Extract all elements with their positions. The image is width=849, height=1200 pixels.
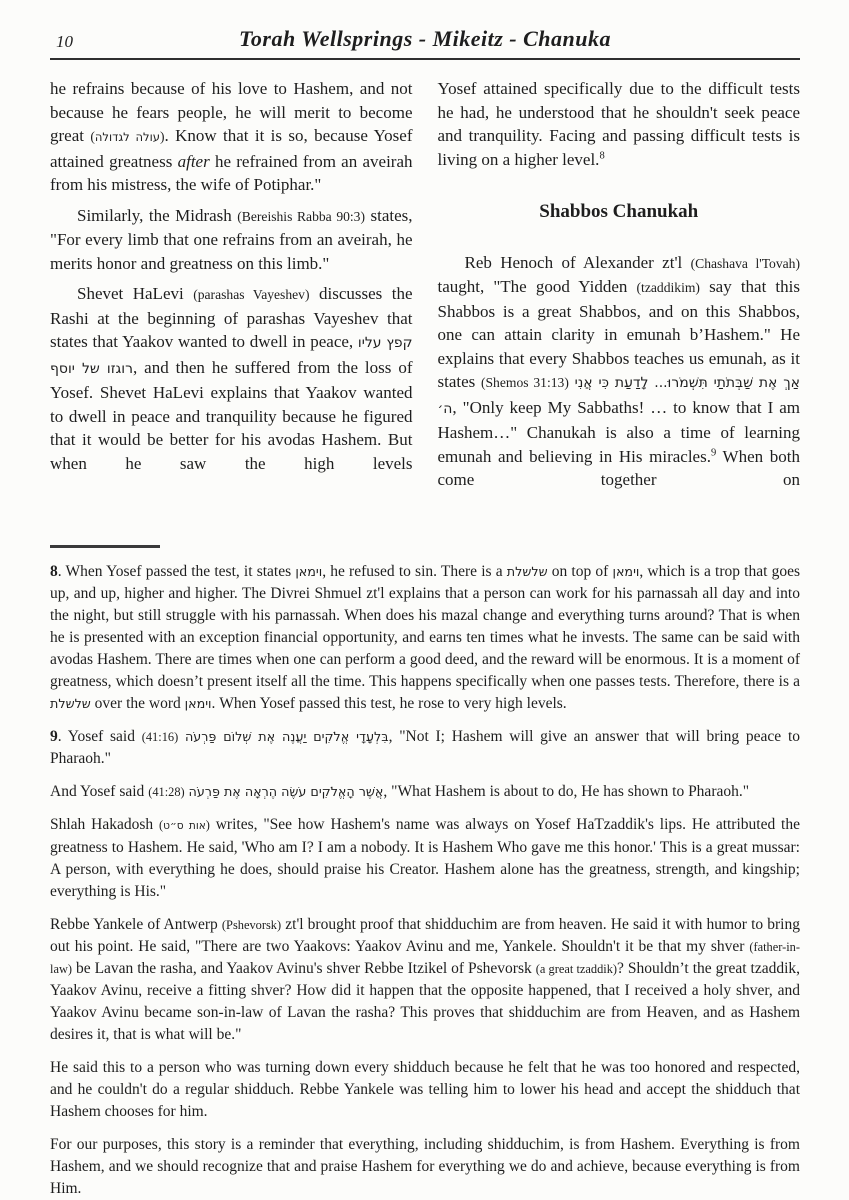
footnote-paragraph: 9. Yosef said (41:16) בִּלְעָדָי אֱלֹקִים יַעֲנֶה אֶת שְׁלוֹם פַּרְעֹה, "Not I; Hashem will give an answer that will bring peace to Pharaoh." bbox=[50, 728, 800, 767]
section-heading: Shabbos Chanukah bbox=[539, 201, 699, 222]
paragraph: Yosef attained specifically due to the difficult tests he had, he understood that he shouldn't seek peace and tranquility. Facing and passing difficult tests is living on a higher level.$^8$ bbox=[437, 79, 800, 169]
paragraph: Similarly, the Midrash (Bereishis Rabba 90:3) states, "For every limb that one refrains from an aveirah, he merits honor and greatness on this limb." bbox=[50, 205, 413, 273]
footnote-paragraph: Rebbe Yankele of Antwerp (Pshevorsk) zt'l brought proof that shidduchim are from heaven. He said it with humor to bring out his point. He said, "There are two Yaakovs: Yaakov Avinu and me, Yankele. Shouldn't it be that my shver (father-in-law) be Lavan the rasha, and Yaakov Avinu's shver Rebbe Itzikel of Pshevorsk (a great tzaddik)? Shouldn’t the great tzaddik, Yaakov Avinu, receive a fitting shver? How did it happen that the opposite happened, that I received a holy shver, and Yaakov Avinu became son-in-law of Lavan the rasha? This proves that shidduchim are from Heaven, and as Hashem desires it, that is what will be." bbox=[50, 916, 801, 1043]
paragraph: Shevet HaLevi (parashas Vayeshev) discusses the Rashi at the beginning of parashas Vayeshev that states that Yaakov wanted to dwell in peace, קפץ עליו רוגזו של יוסף, and then he suffered from the loss of Yosef. Shevet HaLevi explains that Yaakov wanted to dwell in peace and tranquility because he figured that it would be better for his avodas Hashem. But when he saw the high levels bbox=[50, 284, 413, 473]
page-title: Torah Wellsprings - Mikeitz - Chanuka bbox=[238, 26, 612, 51]
paragraph: Reb Henoch of Alexander zt'l (Chashava l'Tovah) taught, "The good Yidden (tzaddikim) say that this Shabbos is a great Shabbos, and on this Shabbos, one can attain clarity in emunah b’Hashem." He explains that every Shabbos teaches us emunah, as it states (Shemos 31:13) אַךְ אֶת שַׁבְּתֹתַי תִּשְׁמֹרוּ... לָדַעַת כִּי אֲנִי ה׳, "Only keep My Sabbaths! … to know that I am Hashem…" Chanukah is also a time of learning emunah and believing in His miracles.$^9$ When both come together on bbox=[437, 252, 800, 489]
paragraph: he refrains because of his love to Hashem, and not because he fears people, he will merit to become great (עולה לגדולה). Know that it is so, because Yosef attained greatness after he refrained from an aveirah from his mistress, the wife of Potiphar." bbox=[50, 79, 413, 194]
footnote-divider bbox=[50, 545, 160, 548]
header-divider bbox=[50, 58, 800, 60]
footnote-paragraph: He said this to a person who was turning down every shidduch because he felt that he was too honored and respected, and he couldn't do a regular shidduch. Rebbe Yankele was telling him to lower his head and accept the shidduch that Hashem chooses for him. bbox=[50, 1059, 800, 1120]
right-column bbox=[438, 77, 801, 545]
page-header bbox=[50, 24, 800, 56]
main-text bbox=[50, 77, 800, 545]
footnote-paragraph: Shlah Hakadosh (אות ס״ט) writes, "See how Hashem's name was always on Yosef HaTzaddik's lips. He attributed the greatness to Hashem. He said, 'Who am I? I am a nobody. It is Hashem Who gave me this honor.' This is a great mussar: A person, with everything he does, should praise his Creator. Hashem alone has the greatness, strength, and kingship; everything is His." bbox=[50, 816, 800, 900]
footnote-paragraph: And Yosef said (41:28) אֲשֶׁר הָאֱלֹקִים עֹשֶׂה הֶרְאָה אֶת פַּרְעֹה, "What Hashem is about to do, He has shown to Pharaoh." bbox=[50, 783, 750, 800]
page-number: 10 bbox=[56, 32, 73, 51]
left-column bbox=[50, 77, 413, 545]
footnotes bbox=[50, 561, 800, 1200]
footnote-paragraph: 8. When Yosef passed the test, it states וימאן, he refused to sin. There is a שלשלת on top of וימאן, which is a trop that goes up, and up, higher and higher. The Divrei Shmuel zt'l explains that a person can work for his parnassah all day and into the night, but still struggle with his parnassah. When does his mazal change and everything turns around? That is when he is presented with an exception financial opportunity, and earns ten times what he invests. The same can be said with avodas Hashem. There are times when one can perform a good deed, and the reward will be enormous. It is a moment of greatness, which doesn’t present itself all the time. This happens specifically when one passes tests. Therefore, there is a שלשלת over the word וימאן. When Yosef passed this test, he rose to very high levels. bbox=[50, 563, 800, 712]
footnote-paragraph: For our purposes, this story is a reminder that everything, including shidduchim, is from Hashem. Everything is from Hashem, and we should recognize that and praise Hashem for everything we do and achieve, because everything is from Him. bbox=[50, 1136, 800, 1197]
